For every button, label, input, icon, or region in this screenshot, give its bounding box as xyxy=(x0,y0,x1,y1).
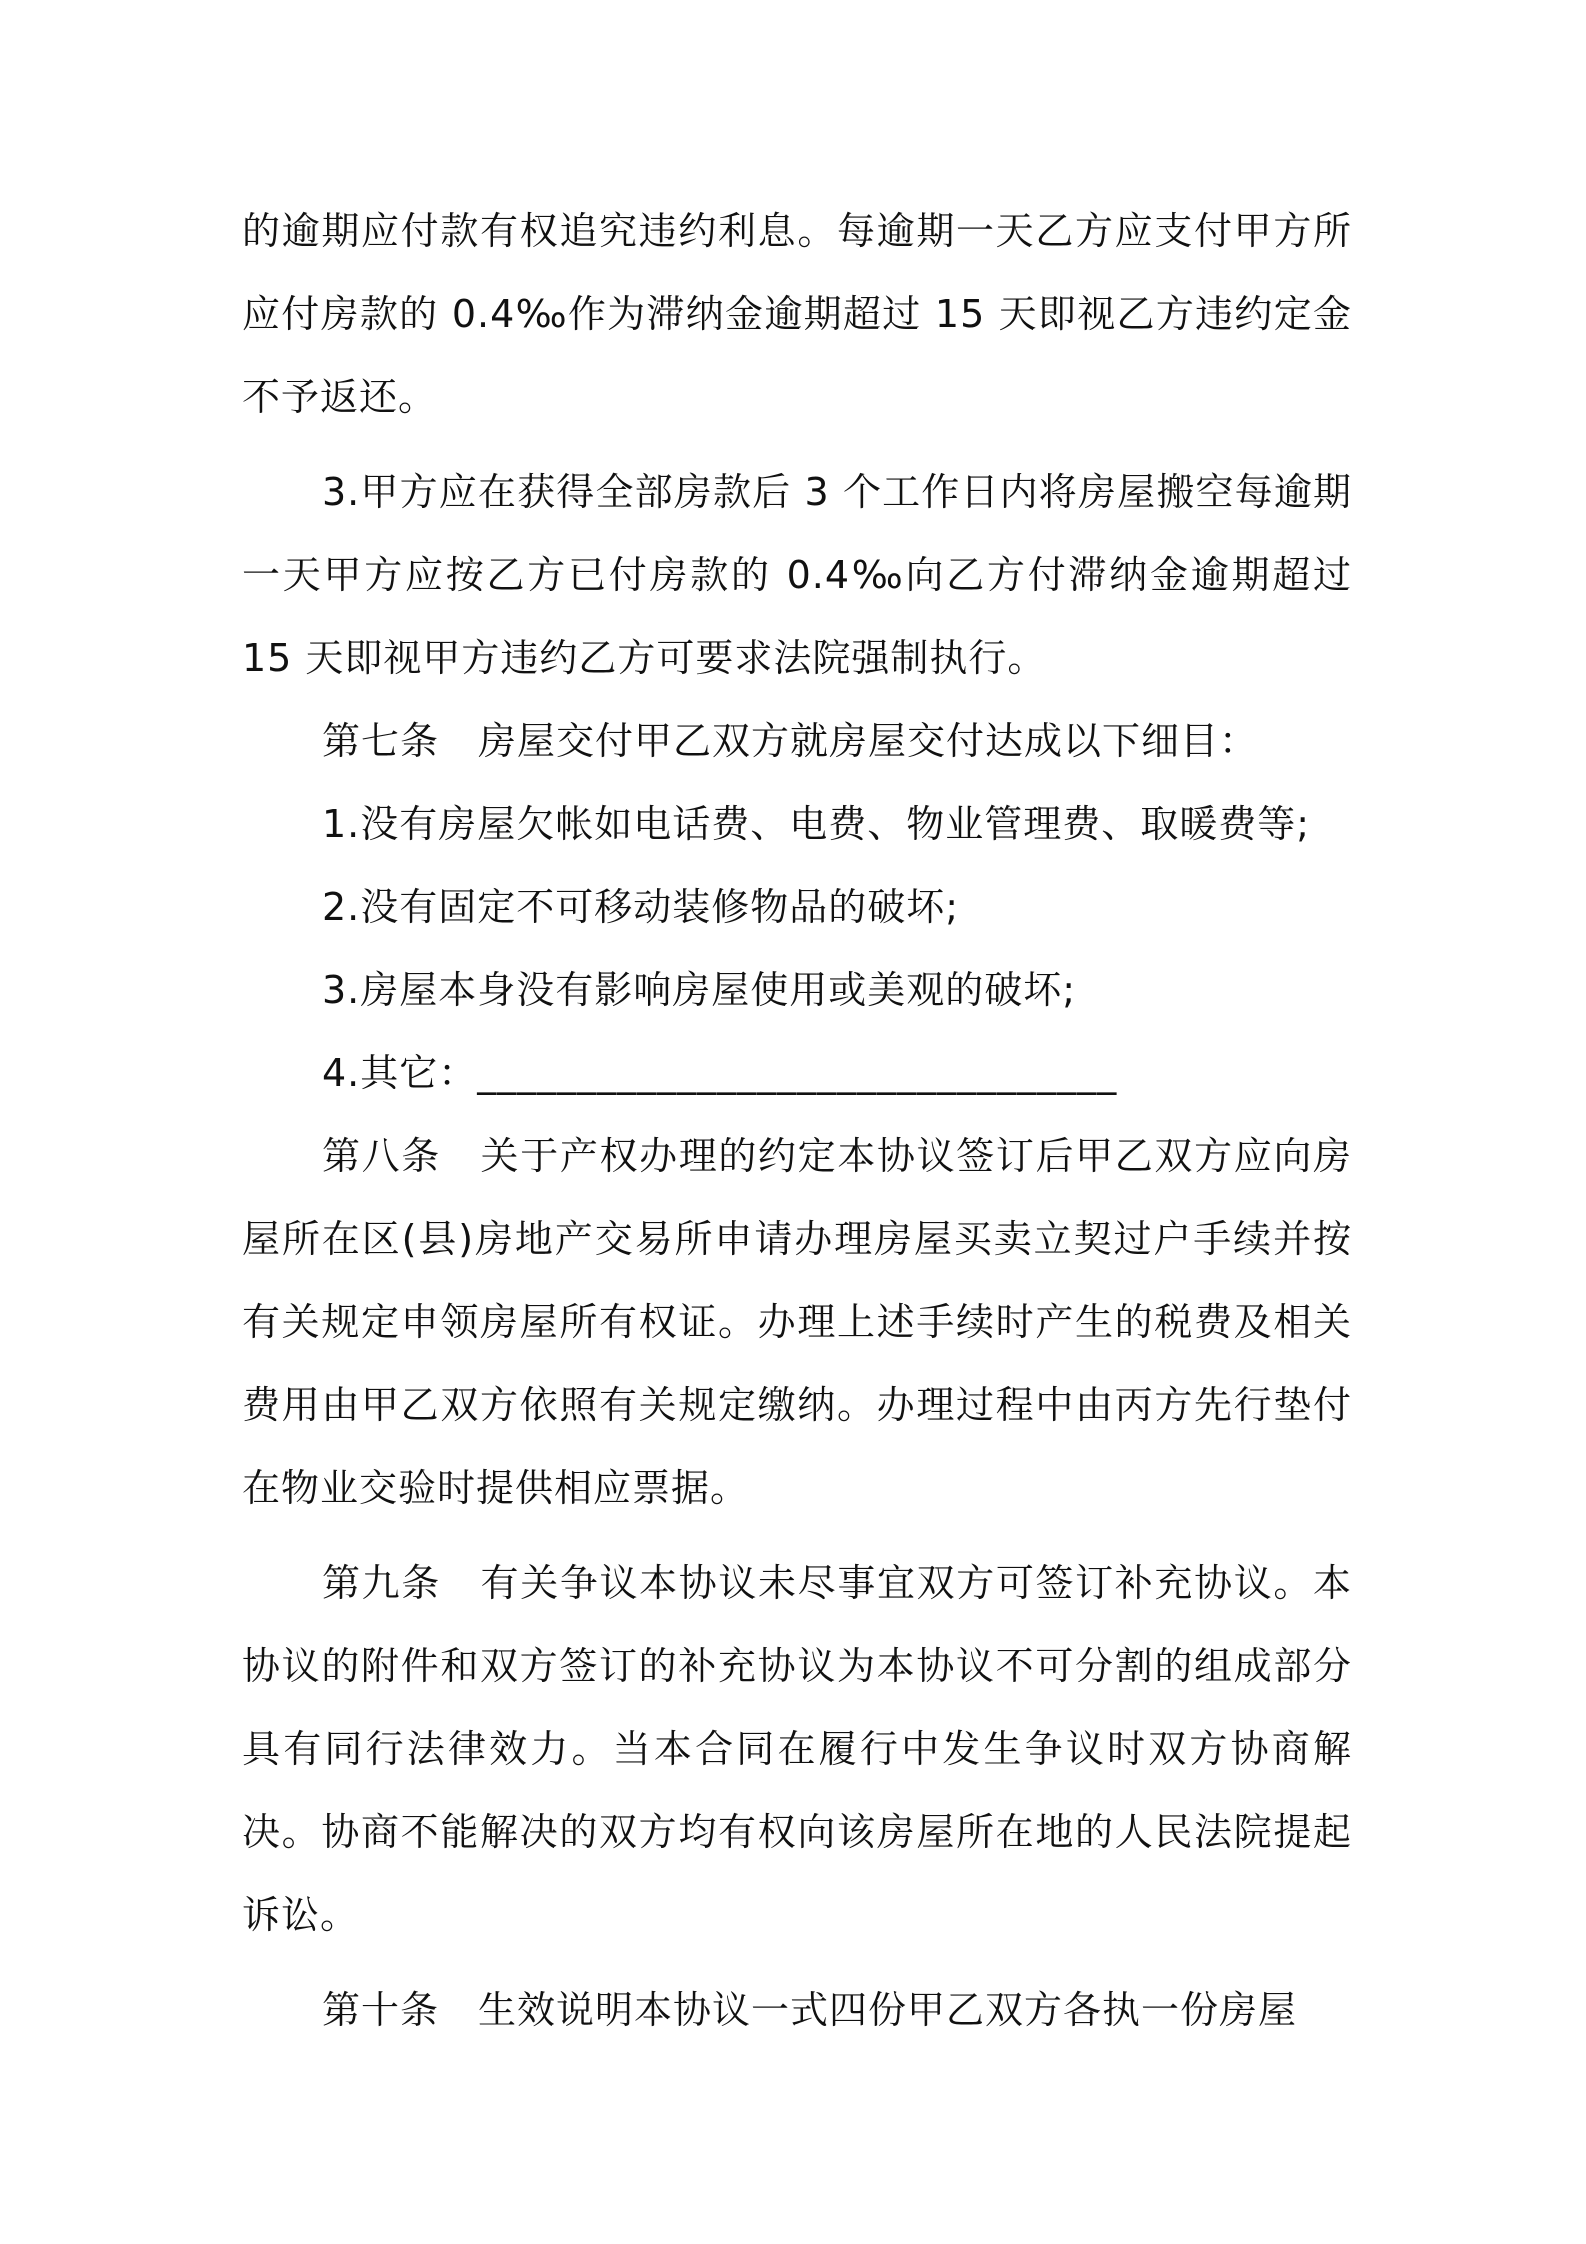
document-body xyxy=(242,190,1352,2052)
paragraph-clause-3: 3.甲方应在获得全部房款后 3 个工作日内将房屋搬空每逾期一天甲方应按乙方已付房款的 0.4‰向乙方付滞纳金逾期超过 15 天即视甲方违约乙方可要求法院强制执行。 xyxy=(242,470,1352,680)
article-9-paragraph: 第九条 有关争议本协议未尽事宜双方可签订补充协议。本协议的附件和双方签订的补充协议为本协议不可分割的组成部分具有同行法律效力。当本合同在履行中发生争议时双方协商解决。协商不能解决的双方均有权向该房屋所在地的人民法院提起诉讼。 xyxy=(242,1561,1352,1937)
paragraph-continuation: 的逾期应付款有权追究违约利息。每逾期一天乙方应支付甲方所应付房款的 0.4‰作为滞纳金逾期超过 15 天即视乙方违约定金不予返还。 xyxy=(242,209,1352,419)
article-7-item-2: 2.没有固定不可移动装修物品的破坏; xyxy=(322,885,960,929)
article-7-item-1: 1.没有房屋欠帐如电话费、电费、物业管理费、取暖费等; xyxy=(322,802,1311,846)
article-7-item-4: 4.其它：________________________________ xyxy=(322,1051,1118,1095)
article-8-paragraph: 第八条 关于产权办理的约定本协议签订后甲乙双方应向房屋所在区(县)房地产交易所申请办理房屋买卖立契过户手续并按有关规定申领房屋所有权证。办理上述手续时产生的税费及相关费用由甲乙双方依照有关规定缴纳。办理过程中由丙方先行垫付在物业交验时提供相应票据。 xyxy=(242,1134,1352,1510)
article-7-heading: 第七条 房屋交付甲乙双方就房屋交付达成以下细目： xyxy=(322,719,1259,763)
article-7-item-3: 3.房屋本身没有影响房屋使用或美观的破坏; xyxy=(322,968,1077,1012)
article-10-paragraph: 第十条 生效说明本协议一式四份甲乙双方各执一份房屋 xyxy=(322,1988,1298,2032)
